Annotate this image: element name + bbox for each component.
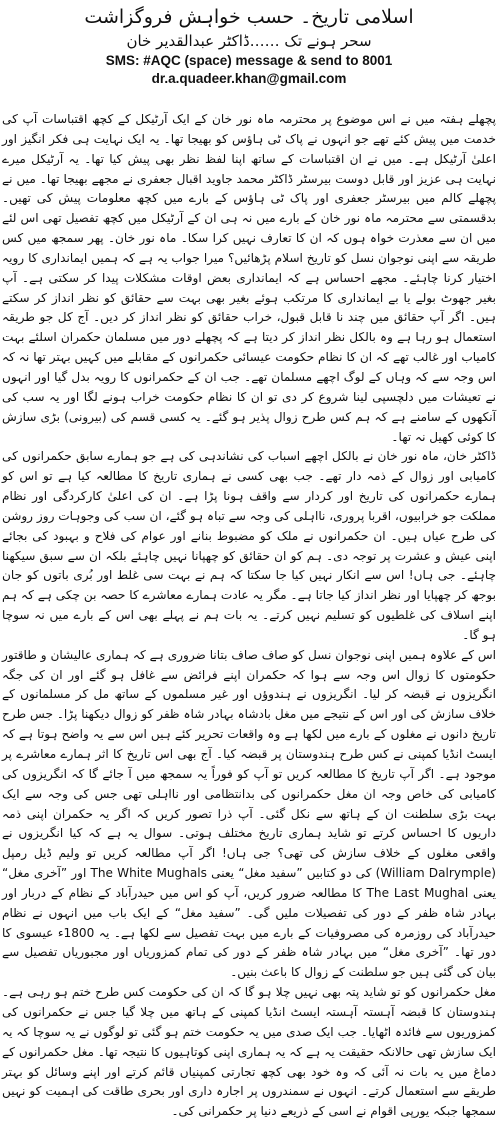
article-header xyxy=(0,0,498,88)
author-byline: سحر ہونے تک ……ڈاکٹر عبدالقدیر خان xyxy=(126,32,372,50)
article-body xyxy=(2,110,496,1119)
author-email: dr.a.quadeer.khan@gmail.com xyxy=(151,71,347,86)
body-paragraph: پچھلے ہفتہ میں نے اس موضوع پر محترمہ ماہ نور خان کے ایک آرٹیکل کے کچھ اقتباسات آپ کی خدمت میں پیش کئے تھے جو انہوں نے پاک ٹی ہاؤس کو بھیجا تھا۔ یہ ایک نہایت ہی فکر انگیز اور اعلیٰ آرٹیکل ہے۔ میں نے ان اقتباسات کے ساتھ اپنا لفظ نظر بھی پیش کیا تھا۔ یہ آرٹیکل میرے نہایت ہی عزیز اور قابل دوست بیرسٹر ڈاکٹر محمد جاوید اقبال جعفری نے مجھے بھیجا تھا۔ میں نے پچھلے کالم میں بیرسٹر جعفری اور پاک ٹی ہاؤس کے بارے میں کچھ معلومات پیش کی تھیں۔ بدقسمتی سے محترمہ ماہ نور خان کے بارے میں نہ ہی ان کے آرٹیکل میں کچھ تفصیل تھی اس لئے میں ان سے معذرت خواہ ہوں کہ ان کا تعارف نہیں کرا سکا۔ ماہ نور خان۔ پھر سمجھ میں کس طریقہ سے اپنی نوجوان نسل کو تاریخ اسلام پڑھائیں؟ میرا جواب یہ ہے کہ ہمیں ایمانداری کا رویہ اختیار کرنا چاہئے۔ مجھے احساس ہے کہ ایمانداری بعض اوقات مشکلات پیدا کر سکتی ہے۔ آپ بغیر جھوٹ بولے یا بے ایمانداری کا مرتکب ہوئے بغیر بھی بہت سے حقائق کو نظر انداز کر سکتے ہیں۔ اگر آپ حقائق میں چند نا قابل قبول، خراب حقائق کو نظر انداز کر دیں۔ آج کل جو طریقہ استعمال ہو رہا ہے وہ بالکل نظر انداز کر دیتا ہے کہ پچھلے دور میں مسلمان حکمران اسلئے بہت کامیاب اور غالب تھے کہ ان کا نظام حکومت عیسائی حکمرانوں کے مقابلے میں کہیں بہتر تھا نہ کہ اس وجہ سے کہ وہاں کے لوگ اچھے مسلمان تھے۔ جب ان کے حکمرانوں کا رویہ بدل گیا اور انہوں نے تعیشات میں دلچسپی لینا شروع کر دی تو ان کا نظام حکومت خراب ہونے لگا اور یہ سب کی آنکھوں کے سامنے ہے کہ ہم کس طرح زوال پذیر ہو گئے۔ یہ کسی قسم کی (بیرونی) بڑی سازش کا کوئی کھیل نہ تھا۔ xyxy=(2,112,496,444)
article-title: اسلامی تاریخ۔ حسب خواہش فروگزاشت xyxy=(84,6,414,28)
sms-instruction: SMS: #AQC (space) message & send to 8001 xyxy=(105,53,393,68)
body-paragraph: مغل حکمرانوں کو تو شاید پتہ بھی نہیں چلا ہو گا کہ ان کی حکومت کس طرح ختم ہو رہی ہے۔ ہندوستان کا قبضہ آہستہ آہستہ ایسٹ انڈیا کمپنی کے ہاتھ میں چلا گیا جس نے حکمرانوں کی کمزوریوں سے فائدہ اٹھایا۔ جب ایک صدی میں یہ حکومت ختم ہو گئی تو لوگوں نے یہ سوچا کہ یہ ایک سازش تھی حالانکہ حقیقت یہ ہے کہ یہ ہماری اپنی کوتاہیوں کا نتیجہ تھا۔ مغل حکمرانوں کے دماغ میں یہ بات نہ آئی کہ وہ خود بھی کچھ تجارتی کمپنیاں قائم کرتے اور اپنے وسائل کو بہتر طریقے سے استعمال کرتے۔ انہوں نے سمندروں پر اجارہ داری اور بحری طاقت کی اہمیت کو نہیں سمجھا جبکہ یورپی اقوام نے اسی کے ذریعے دنیا پر حکمرانی کی۔ xyxy=(2,985,496,1119)
body-paragraph: اس کے علاوہ ہمیں اپنی نوجوان نسل کو صاف صاف بتانا ضروری ہے کہ ہماری عالیشان و طاقتور حکومتوں کا زوال اس وجہ سے ہوا کہ حکمران اپنے فرائض سے غافل ہو گئے اور ان کی جگہ انگریزوں نے قبضہ کر لیا۔ انگریزوں نے ہندوؤں اور غیر مسلموں کے ساتھ مل کر مسلمانوں کے خلاف سازش کی اور اس کے نتیجے میں مغل بادشاہ بہادر شاہ ظفر کو زوال دیکھنا پڑا۔ جس طرح تاریخ دانوں نے مغلوں کے بارے میں لکھا ہے وہ واقعات تحریر کئے ہیں اس سے یہ واضح ہوتا ہے کہ ایسٹ انڈیا کمپنی نے کس طرح ہندوستان پر قبضہ کیا۔ آج بھی اس تاریخ کا اثر ہمارے معاشرے پر موجود ہے۔ اگر آپ تاریخ کا مطالعہ کریں تو آپ کو فوراً یہ سمجھ میں آ جائے گا کہ انگریزوں کی کامیابی کی خاص وجہ ان مغل حکمرانوں کی بدانتظامی اور نااہلی تھی جس کی وجہ سے ایک بہت بڑی سلطنت ان کے ہاتھ سے نکل گئی۔ آپ ذرا تصور کریں کہ اگر یہ حکمران اپنی ذمہ داریوں کا احساس کرتے تو شاید ہماری تاریخ مختلف ہوتی۔ سوال یہ ہے کہ کیا انگریزوں نے واقعی مغلوں کے خلاف سازش کی تھی؟ جی ہاں! اگر آپ مطالعہ کریں تو ولیم ڈیل رمپل (William Dalrymple) کی دو کتابیں ”سفید مغل“ یعنی The White Mughals اور ”آخری مغل“ یعنی The Last Mughal کا مطالعہ ضرور کریں، آپ کو اس میں حیدرآباد کے نظام کے دربار اور بہادر شاہ ظفر کے دور کی تفصیلات ملیں گی۔ ”سفید مغل“ کے ایک باب میں انہوں نے نظام حیدرآباد کی روزمرہ کی مصروفیات کے بارے میں بہت تفصیل سے لکھا ہے۔ یہ 1800ء عیسوی کا دور تھا۔ ”آخری مغل“ میں بہادر شاہ ظفر کے دور کی تمام کمزوریاں اور مجبوریاں تفصیل سے بیان کی گئی ہیں جو سلطنت کے زوال کا باعث بنیں۔ xyxy=(2,647,496,980)
body-paragraph: ڈاکٹر خان، ماہ نور خان نے بالکل اچھے اسباب کی نشاندہی کی ہے جو ہمارے سابق حکمرانوں کی کامیابی اور زوال کے ذمہ دار تھے۔ جب بھی کسی نے ہماری تاریخ کا مطالعہ کیا ہے تو اس کو ہمارے حکمرانوں کی تاریخ اور کردار سے واقف ہونا پڑا ہے۔ ان کی اعلیٰ کارکردگی اور نظام مملکت جو خرابیوں، اقربا پروری، نااہلی کی وجہ سے تباہ ہو گئے، ان سب کی وجوہات روز روشن کی طرح عیاں ہیں۔ ان حکمرانوں نے ملک کو مضبوط بنانے اور عوام کی فلاح و بہبود کی بجائے اپنی عیش و عشرت پر توجہ دی۔ ہم کو ان حقائق کو چھپانا نہیں چاہئے بلکہ ان سے سبق سیکھنا چاہئے۔ جی ہاں! اس سے انکار نہیں کیا جا سکتا کہ ہم نے بہت سی غلط اور بُری باتوں کو جان بوجھ کر چھپایا اور نظر انداز کیا جاتا ہے۔ مگر یہ عادت ہمارے معاشرے کا حصہ بن چکی ہے کہ ہم اپنے اسلاف کی غلطیوں کو تسلیم نہیں کرتے۔ یہ بات ہم نے پہلے بھی اس کے بارے میں نہ سوچا ہو گا۔ xyxy=(2,449,496,642)
